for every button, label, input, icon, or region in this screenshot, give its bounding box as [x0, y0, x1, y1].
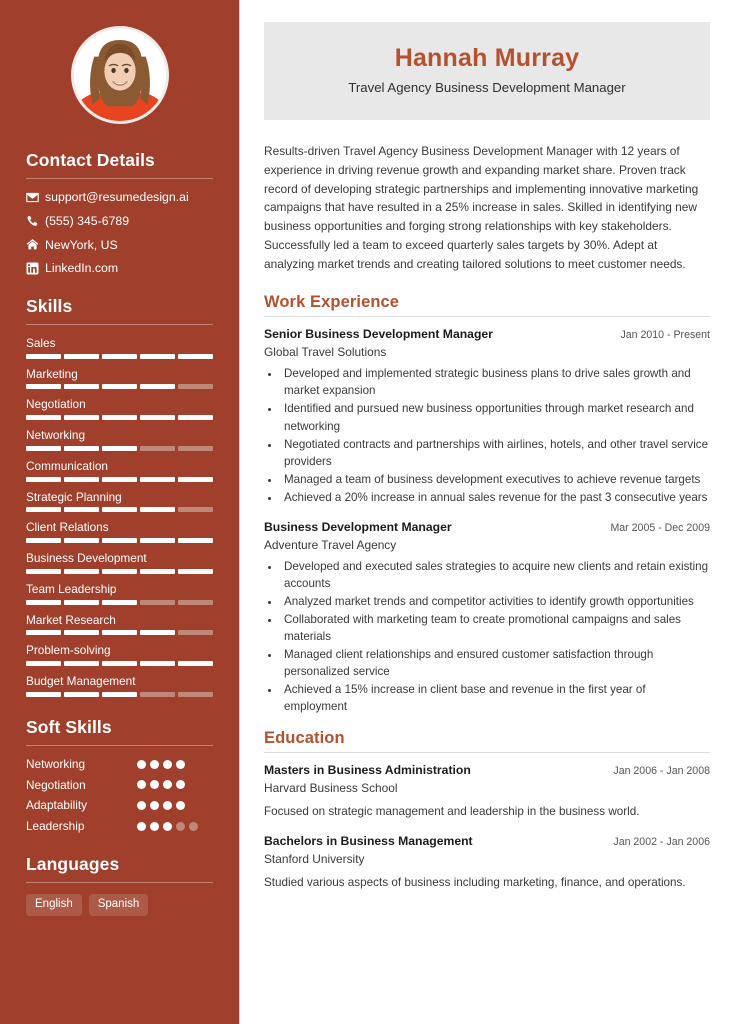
list-item: • Achieved a 20% increase in annual sales revenue for the past 3 consecutive years [281, 489, 710, 506]
education-entry-degree: Bachelors in Business Management [264, 834, 473, 849]
skill-segment [64, 354, 99, 359]
skills-list [26, 336, 213, 697]
soft-skill-label: Leadership [26, 819, 85, 834]
languages-heading: Languages [26, 853, 120, 874]
skill-segment [178, 569, 213, 574]
skill-segment [102, 538, 137, 543]
skill-segment [64, 538, 99, 543]
skill-segment [140, 446, 175, 451]
skill-level-bar [26, 569, 213, 574]
skill-segment [178, 538, 213, 543]
skill-segment [178, 446, 213, 451]
soft-skill-row [26, 798, 213, 813]
skill-level-bar [26, 661, 213, 666]
soft-skill-row [26, 819, 213, 834]
contact-divider [26, 178, 213, 179]
skill-row [26, 674, 213, 697]
skill-segment [64, 415, 99, 420]
skill-segment [178, 354, 213, 359]
skill-segment [140, 354, 175, 359]
skill-label: Communication [26, 458, 108, 473]
soft-skill-label: Negotiation [26, 777, 86, 792]
list-item: • Collaborated with marketing team to create promotional campaigns and sales materials [281, 611, 710, 645]
skill-segment [64, 630, 99, 635]
skill-segment [140, 384, 175, 389]
skill-label: Sales [26, 336, 56, 350]
work-entry-date: Mar 2005 - Dec 2009 [610, 521, 710, 534]
rating-dot [137, 780, 146, 789]
soft-skills-divider [26, 745, 213, 746]
work-entry-role: Business Development Manager [264, 519, 452, 534]
contact-phone-value: (555) 345-6789 [45, 213, 130, 228]
skill-segment [102, 569, 137, 574]
sidebar [0, 0, 240, 1024]
soft-skills-heading: Soft Skills [26, 716, 112, 737]
skill-row [26, 490, 213, 513]
skill-level-bar [26, 692, 213, 697]
skill-row [26, 428, 213, 451]
skill-segment [140, 477, 175, 482]
skill-segment [64, 384, 99, 389]
rating-dot [163, 801, 172, 810]
skill-level-bar [26, 384, 213, 389]
soft-skill-rating [137, 780, 213, 789]
rating-dot [176, 822, 185, 831]
work-experience-heading: Work Experience [264, 293, 400, 312]
education-entry-description: Studied various aspects of business including marketing, finance, and operations. [264, 876, 686, 890]
contact-linkedin-value: LinkedIn.com [45, 261, 119, 276]
education-divider [264, 752, 710, 753]
education-heading: Education [264, 728, 345, 747]
avatar [71, 26, 169, 124]
skill-segment [64, 661, 99, 666]
rating-dot [137, 822, 146, 831]
education-entry-header [264, 763, 710, 779]
skill-row [26, 397, 213, 420]
skill-row [26, 520, 213, 543]
work-experience-section [264, 293, 710, 714]
skill-segment [102, 507, 137, 512]
skill-segment [64, 507, 99, 512]
skill-segment [26, 692, 61, 697]
work-entry-role: Senior Business Development Manager [264, 327, 493, 342]
skill-segment [140, 630, 175, 635]
skill-segment [64, 569, 99, 574]
skill-level-bar [26, 507, 213, 512]
work-entry [264, 520, 710, 715]
rating-dot [150, 760, 159, 769]
skill-segment [26, 600, 61, 605]
home-icon [26, 238, 45, 251]
envelope-icon [26, 191, 45, 204]
job-title: Travel Agency Business Development Manager [348, 79, 626, 95]
skill-level-bar [26, 630, 213, 635]
rating-dot [176, 760, 185, 769]
skill-row [26, 643, 213, 666]
skill-segment [178, 692, 213, 697]
skills-heading: Skills [26, 296, 73, 316]
education-entry-school: Stanford University [264, 852, 365, 867]
skill-segment [102, 415, 137, 420]
rating-dot [163, 780, 172, 789]
rating-dot [137, 760, 146, 769]
skill-label: Negotiation [26, 397, 86, 412]
skill-segment [102, 354, 137, 359]
rating-dot [176, 780, 185, 789]
rating-dot [163, 760, 172, 769]
work-entry-header [264, 520, 710, 536]
rating-dot [150, 780, 159, 789]
skill-row [26, 459, 213, 482]
skill-segment [178, 384, 213, 389]
work-entry-date: Jan 2010 - Present [620, 329, 710, 342]
skill-level-bar [26, 446, 213, 451]
language-tag: English [26, 894, 82, 916]
phone-icon [26, 215, 45, 228]
list-item: • Identified and pursued new business opportunities through market research and networking [281, 400, 710, 434]
skill-segment [26, 354, 61, 359]
soft-skill-row [26, 778, 213, 793]
education-entry-date: Jan 2006 - Jan 2008 [613, 764, 710, 777]
soft-skill-rating [137, 822, 213, 831]
list-item: • Developed and implemented strategic business plans to drive sales growth and market expansion [281, 365, 710, 399]
skill-level-bar [26, 538, 213, 543]
skill-label: Budget Management [26, 674, 136, 689]
skill-segment [64, 477, 99, 482]
work-entry-bullets [281, 365, 710, 505]
skill-segment [140, 507, 175, 512]
contact-email-value: support@resumedesign.ai [45, 190, 189, 204]
education-entry-date: Jan 2002 - Jan 2006 [613, 836, 710, 849]
skill-segment [26, 538, 61, 543]
rating-dot [176, 801, 185, 810]
skill-label: Marketing [26, 366, 78, 381]
skill-row [26, 582, 213, 605]
skills-divider [26, 324, 213, 325]
sidebar-content [0, 150, 239, 916]
page-title: Hannah Murray [394, 44, 580, 72]
work-entry-list [264, 327, 710, 714]
skill-label: Team Leadership [26, 581, 117, 596]
skill-segment [178, 600, 213, 605]
skill-segment [26, 661, 61, 666]
list-item: • Developed and executed sales strategies to acquire new clients and retain existing accounts [281, 558, 710, 592]
soft-skills-list [26, 757, 213, 834]
education-entry-header [264, 834, 710, 850]
skill-segment [26, 630, 61, 635]
rating-dot [189, 822, 198, 831]
contact-linkedin[interactable] [26, 261, 213, 276]
skill-segment [178, 507, 213, 512]
skill-segment [64, 600, 99, 605]
education-section [264, 729, 710, 892]
contact-location-value: NewYork, US [45, 237, 118, 252]
work-entry-organization: Adventure Travel Agency [264, 537, 397, 552]
skill-segment [102, 630, 137, 635]
skill-segment [102, 600, 137, 605]
skill-segment [102, 661, 137, 666]
skill-segment [140, 569, 175, 574]
skill-level-bar [26, 354, 213, 359]
skill-segment [178, 477, 213, 482]
skill-segment [26, 569, 61, 574]
skill-level-bar [26, 600, 213, 605]
soft-skill-row [26, 757, 213, 772]
work-entry-organization: Global Travel Solutions [264, 345, 387, 360]
skill-segment [64, 692, 99, 697]
skill-segment [102, 446, 137, 451]
skill-segment [26, 384, 61, 389]
skill-segment [140, 661, 175, 666]
skill-label: Client Relations [26, 520, 109, 535]
professional-summary: Results-driven Travel Agency Business Development Manager with 12 years of experience in driving revenue growth and expanding market share. Proven track record of developing strategic partnerships and implementing innovative marketing campaigns that have resulted in a 25% increase in sales. Skilled in identifying new business opportunities and forging strong relationships with key stakeholders. Successfully led a team to exceed quarterly sales targets by 30%. Adept at analyzing market trends and creating tailored solutions to meet customer needs. [264, 143, 699, 271]
rating-dot [150, 801, 159, 810]
list-item: • Achieved a 15% increase in client base and revenue in the first year of employment [281, 681, 710, 715]
education-entry [264, 834, 710, 891]
skill-segment [26, 477, 61, 482]
skill-segment [26, 507, 61, 512]
work-entry-bullets [281, 558, 710, 715]
skill-segment [140, 538, 175, 543]
skill-level-bar [26, 415, 213, 420]
list-item: • Analyzed market trends and competitor activities to identify growth opportunities [281, 593, 710, 610]
rating-dot [163, 822, 172, 831]
skill-segment [178, 630, 213, 635]
rating-dot [137, 801, 146, 810]
list-item: • Managed a team of business development executives to achieve revenue targets [281, 471, 710, 488]
list-item: • Managed client relationships and ensured customer satisfaction through personalized service [281, 646, 710, 680]
skill-label: Problem-solving [26, 643, 111, 658]
linkedin-icon [26, 262, 45, 275]
skill-label: Networking [26, 428, 86, 443]
soft-skill-label: Adaptability [26, 798, 87, 813]
contact-phone[interactable] [26, 214, 213, 229]
skill-segment [178, 415, 213, 420]
skill-row [26, 336, 213, 359]
skill-segment [64, 446, 99, 451]
work-entry [264, 327, 710, 505]
skill-label: Market Research [26, 612, 116, 627]
name-card [264, 22, 710, 120]
skill-segment [102, 477, 137, 482]
skill-segment [140, 415, 175, 420]
list-item: • Negotiated contracts and partnerships with airlines, hotels, and other travel service providers [281, 436, 710, 470]
profile-photo-wrap [0, 0, 239, 130]
language-tag: Spanish [89, 894, 149, 916]
skill-row [26, 367, 213, 390]
skill-segment [102, 692, 137, 697]
contact-list [26, 190, 213, 276]
languages-divider [26, 882, 213, 883]
rating-dot [150, 822, 159, 831]
portrait-illustration [74, 29, 166, 121]
skill-label: Business Development [26, 551, 147, 566]
skill-label: Strategic Planning [26, 489, 122, 504]
skill-segment [140, 600, 175, 605]
skill-segment [102, 384, 137, 389]
work-entry-header [264, 327, 710, 343]
education-entry-degree: Masters in Business Administration [264, 762, 471, 777]
soft-skill-rating [137, 801, 213, 810]
contact-email[interactable] [26, 190, 213, 205]
soft-skill-rating [137, 760, 213, 769]
skill-segment [26, 446, 61, 451]
work-experience-divider [264, 316, 710, 317]
education-entry [264, 763, 710, 820]
skill-segment [178, 661, 213, 666]
skill-segment [26, 415, 61, 420]
contact-heading: Contact Details [26, 150, 155, 170]
education-entry-school: Harvard Business School [264, 780, 398, 795]
main-content [240, 0, 730, 1024]
contact-location[interactable] [26, 238, 213, 253]
skill-segment [140, 692, 175, 697]
skill-row [26, 613, 213, 636]
languages-list [26, 894, 213, 916]
soft-skill-label: Networking [26, 756, 86, 771]
education-entry-list [264, 763, 710, 892]
education-entry-description: Focused on strategic management and leadership in the business world. [264, 804, 640, 818]
skill-level-bar [26, 477, 213, 482]
skill-row [26, 551, 213, 574]
